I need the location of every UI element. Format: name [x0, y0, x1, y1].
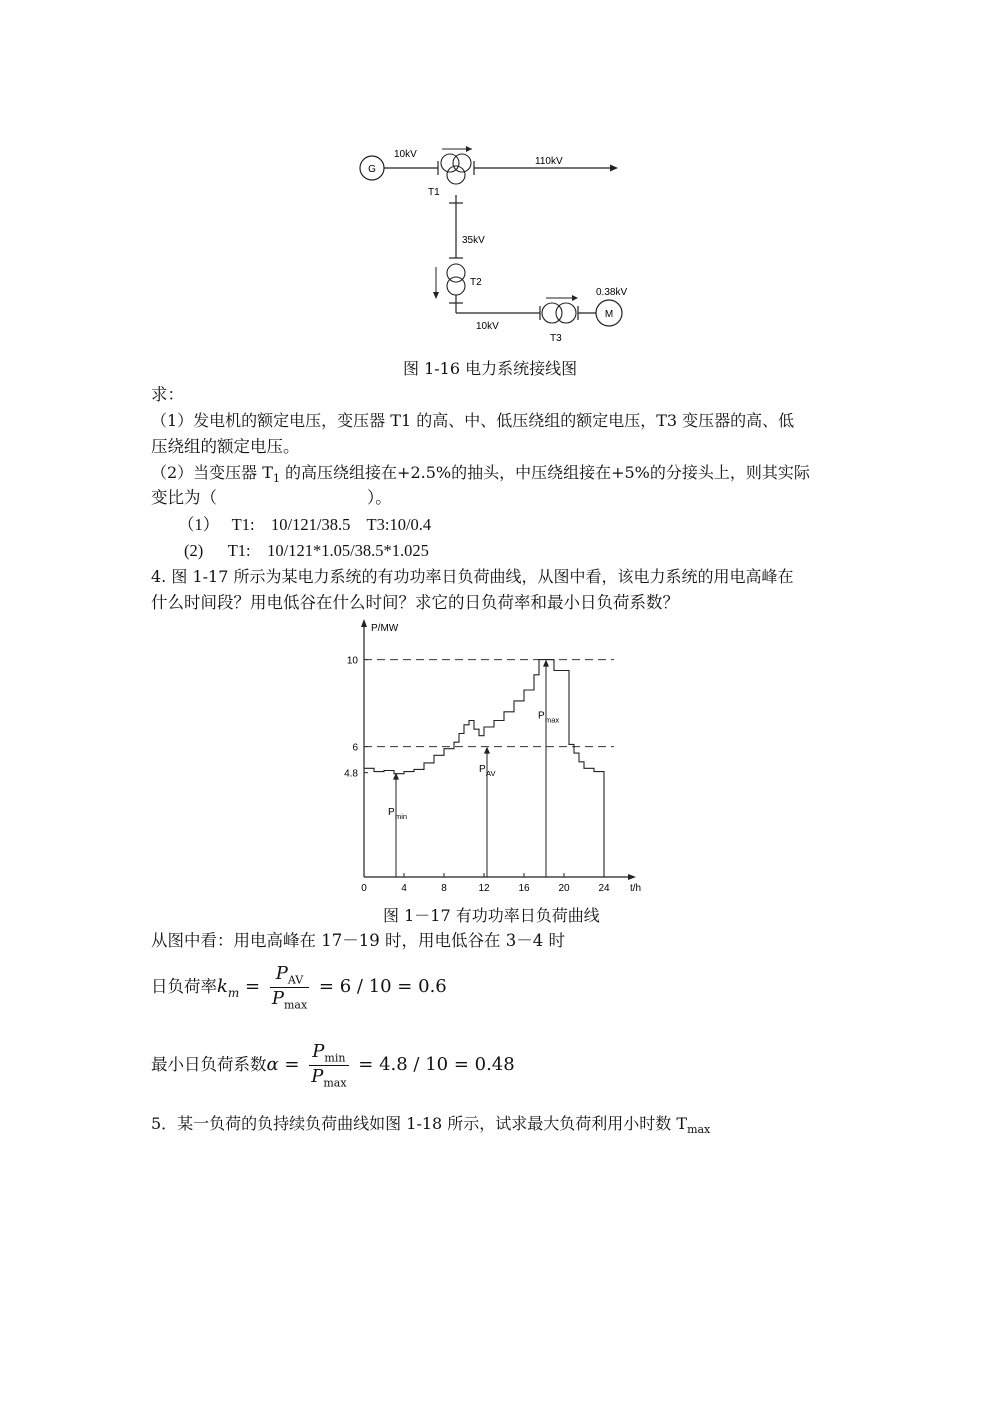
- x-axis-label: t/h: [630, 883, 642, 894]
- q5-text: [151, 1113, 710, 1141]
- q5-sub: max: [687, 1123, 711, 1137]
- answer4-line1: 从图中看：用电高峰在 17－19 时，用电低谷在 3－4 时: [151, 931, 565, 950]
- min-load-coef-result: = 4.8 / 10 = 0.48: [358, 1054, 515, 1076]
- x-axis-arrow-icon: [628, 874, 636, 880]
- answer-1: （1） T1: 10/121/38.5 T3:10/0.4: [178, 515, 432, 534]
- annotation-sub: min: [395, 811, 408, 821]
- y-tick-label: 4.8: [344, 768, 358, 780]
- annotation-label: P: [388, 806, 395, 818]
- question-item2-part-a: （2）当变压器 T: [151, 463, 273, 482]
- annotation-sub: AV: [486, 768, 496, 778]
- min-load-coef-den: P: [311, 1065, 324, 1087]
- t1-winding-b: [453, 154, 471, 172]
- q5-body: 5．某一负荷的负持续负荷曲线如图 1-18 所示，试求最大负荷利用小时数 T: [151, 1114, 688, 1133]
- q4-line1: 4. 图 1-17 所示为某电力系统的有功功率日负荷曲线，从图中看，该电力系统的用电高峰在: [151, 567, 794, 586]
- generator-label: G: [368, 164, 376, 175]
- t1-winding-c: [447, 166, 465, 184]
- t3-tap-arrow-icon: [572, 295, 578, 301]
- t2-winding-b: [447, 277, 465, 295]
- x-tick-label: 20: [558, 883, 570, 894]
- y-tick-label: 10: [346, 655, 358, 667]
- load-rate-den-sub: max: [283, 998, 308, 1012]
- x-tick-label: 4: [401, 883, 407, 894]
- load-rate-label: 日负荷率: [151, 977, 217, 997]
- y-axis-arrow-icon: [361, 619, 367, 627]
- x-tick-label: 24: [598, 883, 610, 894]
- voltage-110kv: 110kV: [535, 156, 563, 167]
- load-rate-symbol: k: [217, 976, 228, 998]
- answer-2: (2) T1: 10/121*1.05/38.5*1.025: [184, 541, 429, 560]
- line-arrow-icon: [610, 165, 618, 172]
- wiring-diagram: [330, 135, 660, 355]
- tap-arrow-icon: [466, 146, 472, 152]
- x-tick-label: 16: [518, 883, 530, 894]
- voltage-038kv: 0.38kV: [596, 287, 628, 298]
- q4-line2: 什么时间段？用电低谷在什么时间？求它的日负荷率和最小日负荷系数？: [151, 593, 679, 612]
- min-load-coef-symbol: α: [266, 1054, 279, 1076]
- min-load-coef-den-sub: max: [323, 1076, 347, 1090]
- annotation-arrow-icon: [484, 747, 490, 754]
- min-load-coef-fraction: [309, 1041, 348, 1089]
- t2-label: T2: [470, 277, 482, 288]
- figure-17-caption: 图 1－17 有功功率日负荷曲线: [383, 906, 600, 925]
- t2-tap-arrow-icon: [433, 292, 439, 299]
- min-load-coef-num: P: [312, 1041, 325, 1062]
- motor-label: M: [604, 309, 614, 320]
- x-tick-label: 0: [361, 883, 367, 894]
- voltage-10kv-top: 10kV: [394, 149, 417, 160]
- y-axis-label: P/MW: [371, 623, 399, 634]
- t3-winding-b: [556, 303, 576, 323]
- question-ask: 求：: [151, 385, 184, 404]
- load-rate-formula: 日负荷率$k_m$ = $\frac{P_{AV}}{P_{max}}$ = 6 / 10 = 0.6: [151, 963, 447, 1012]
- load-rate-result: = 6 / 10 = 0.6: [318, 976, 447, 998]
- x-tick-label: 12: [478, 883, 490, 894]
- annotation-label: P: [479, 763, 486, 775]
- annotation-arrow-icon: [543, 660, 549, 667]
- question-item2-sub: 1: [272, 472, 280, 486]
- question-item1-line2: 压绕组的额定电压。: [151, 437, 300, 456]
- question-item2-line2: [151, 487, 392, 509]
- question-item1-line1: （1）发电机的额定电压，变压器 T1 的高、中、低压绕组的额定电压，T3 变压器的高、低: [151, 411, 795, 430]
- question-item2-line2-a: 变比为（: [151, 488, 217, 507]
- voltage-35kv: 35kV: [462, 235, 485, 246]
- min-load-coef-num-sub: min: [324, 1051, 346, 1065]
- t3-label: T3: [550, 333, 562, 344]
- annotation-sub: max: [545, 715, 560, 725]
- question-item2-line2-b: ）。: [367, 488, 392, 507]
- min-load-coef-label: 最小日负荷系数: [151, 1055, 267, 1075]
- load-rate-den: P: [271, 987, 284, 1009]
- load-rate-num-sub: AV: [287, 973, 304, 987]
- load-rate-fraction: [270, 963, 309, 1011]
- question-item2-line1: [151, 462, 810, 490]
- t1-label: T1: [428, 187, 440, 198]
- load-curve-chart: [330, 615, 660, 905]
- min-load-coef-formula: 最小日负荷系数α = $\frac{P_{min}}{P_{max}}$ = 4.8 / 10 = 0.48: [151, 1041, 515, 1090]
- annotation-label: P: [538, 710, 545, 722]
- y-tick-label: 6: [352, 742, 358, 754]
- load-rate-sub: m: [227, 985, 240, 1000]
- x-tick-label: 8: [441, 883, 447, 894]
- figure-16-caption: 图 1-16 电力系统接线图: [403, 359, 578, 378]
- voltage-10kv-bottom: 10kV: [476, 321, 499, 332]
- load-rate-num: P: [275, 963, 288, 984]
- question-item2-part-b: 的高压绕组接在+2.5%的抽头，中压绕组接在+5%的分接头上，则其实际: [279, 463, 810, 482]
